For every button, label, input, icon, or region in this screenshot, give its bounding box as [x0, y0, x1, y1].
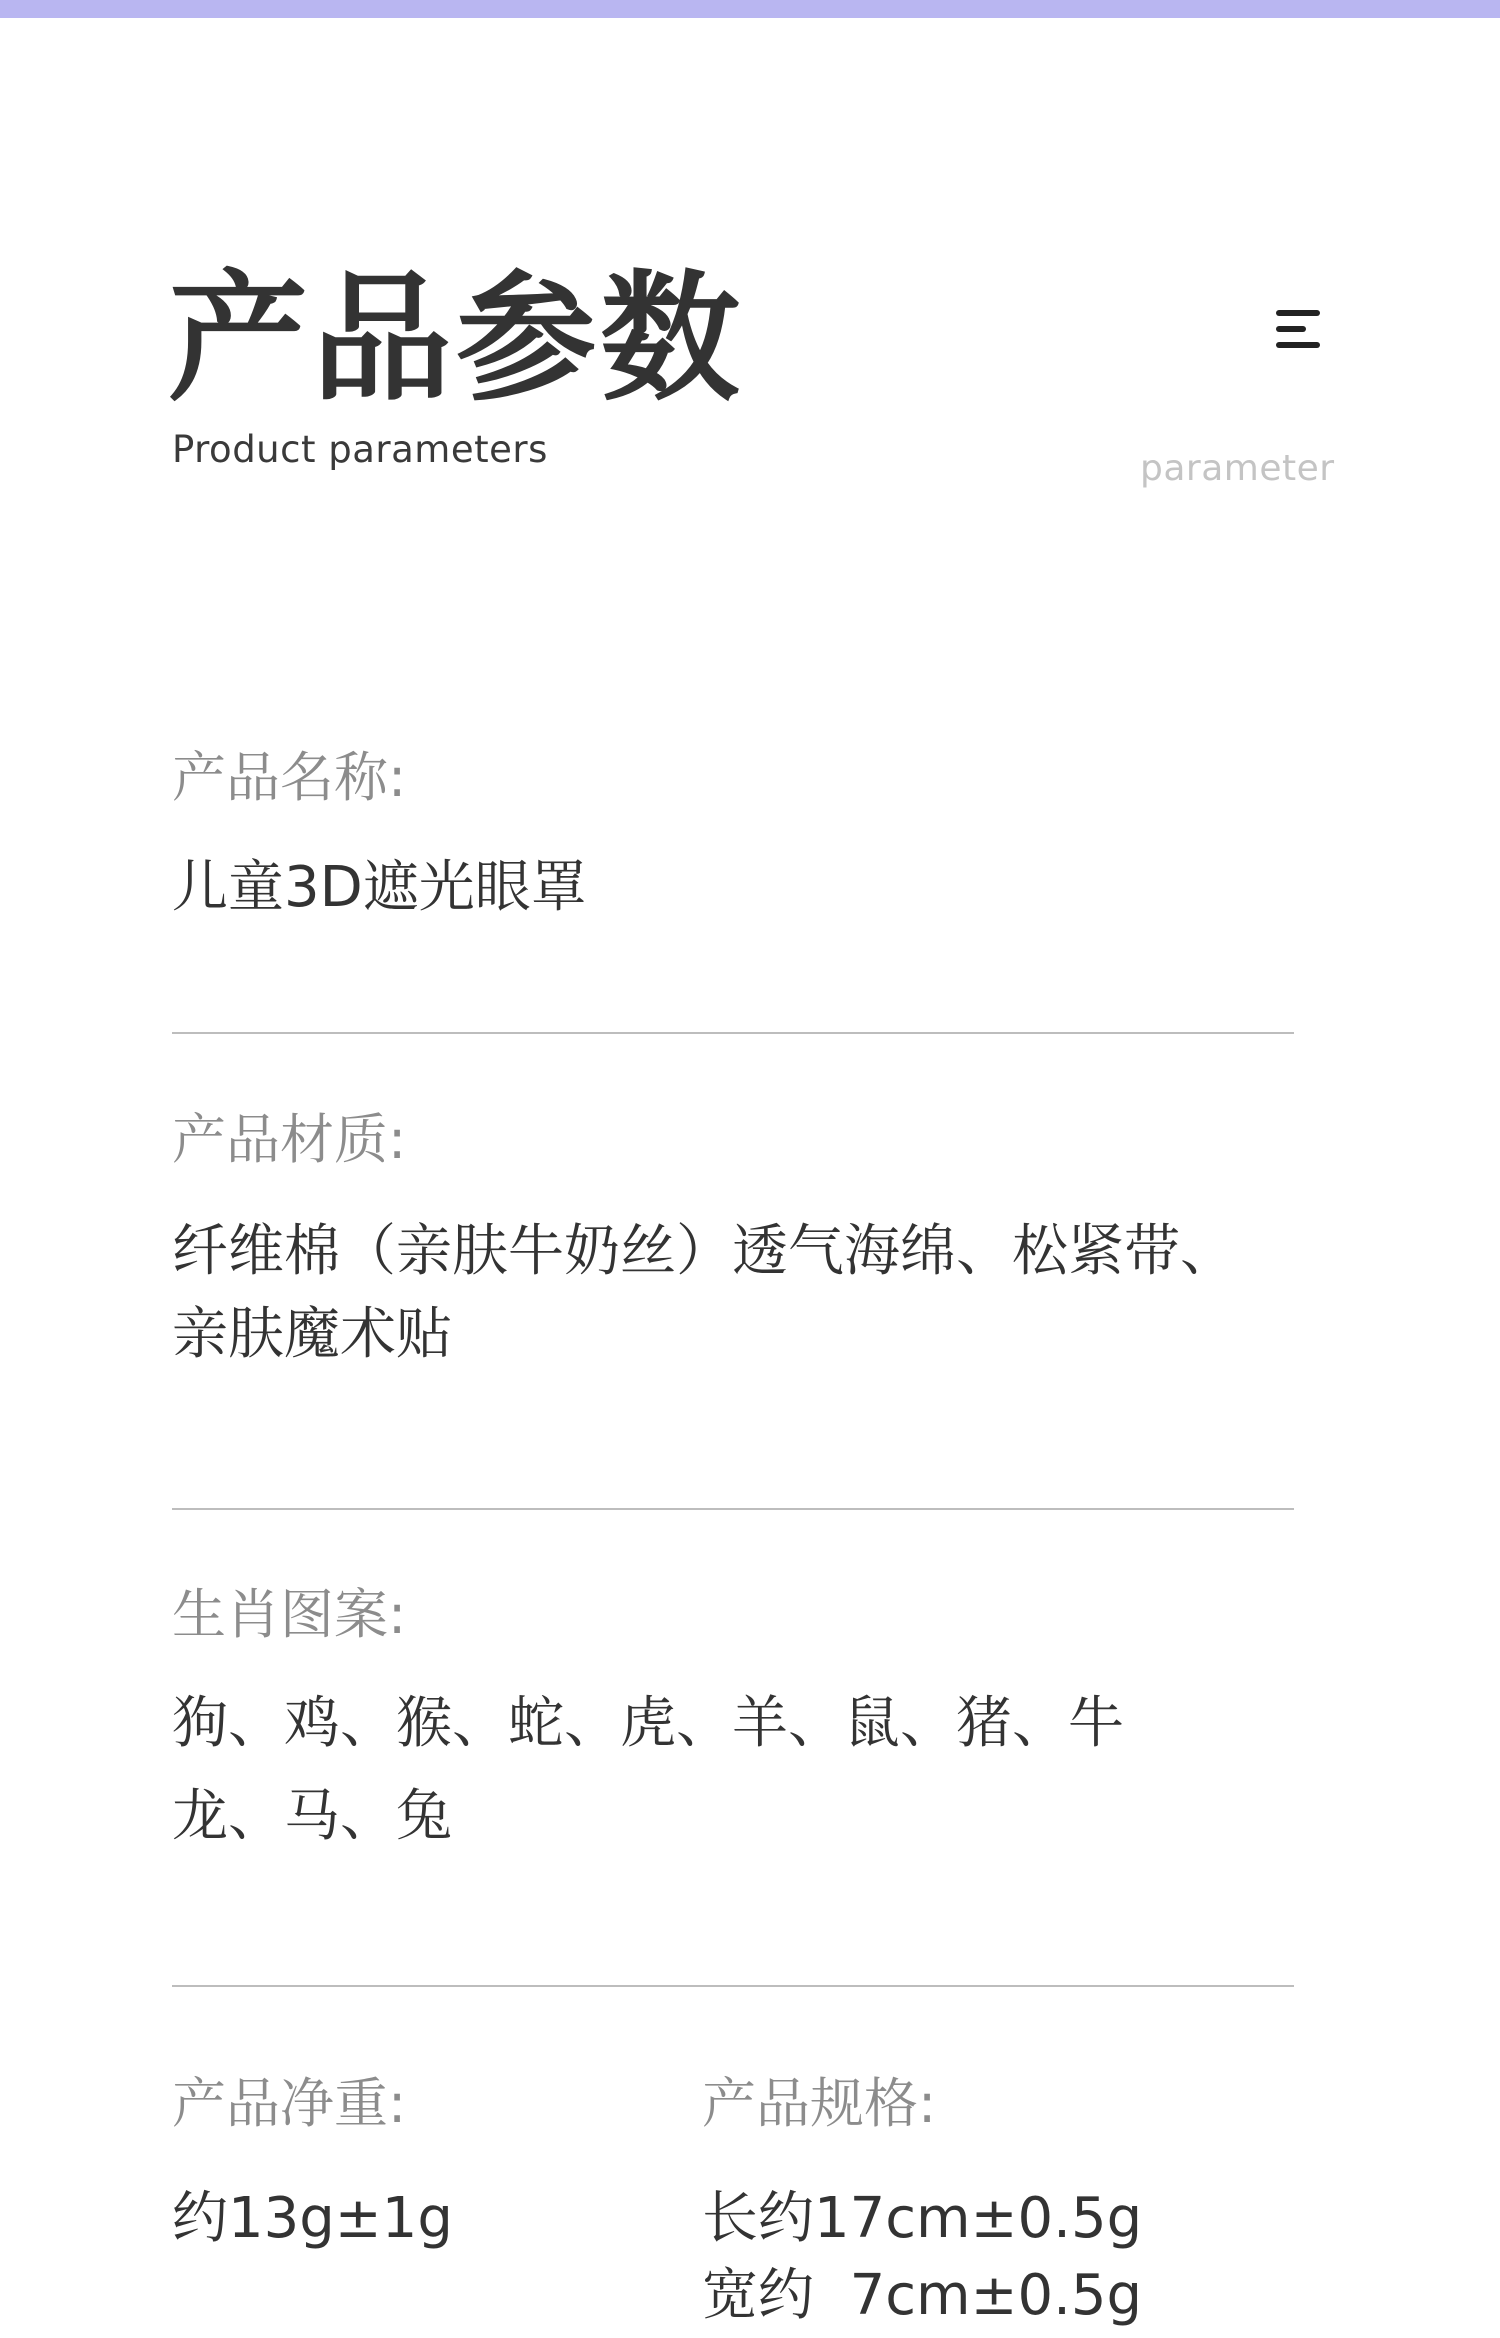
- material-value-line1: 纤维棉（亲肤牛奶丝）透气海绵、松紧带、: [172, 1219, 1236, 1284]
- divider: [172, 1985, 1294, 1987]
- section-tag: parameter: [1140, 448, 1335, 489]
- net-weight-label: 产品净重:: [172, 2072, 407, 2135]
- pattern-value-line1: 狗、鸡、猴、蛇、虎、羊、鼠、猪、牛: [172, 1691, 1124, 1756]
- material-value-line2: 亲肤魔术贴: [172, 1302, 452, 1367]
- product-name-label: 产品名称:: [172, 746, 407, 809]
- top-accent-strip: [0, 0, 1500, 18]
- divider: [172, 1032, 1294, 1034]
- pattern-label: 生肖图案:: [172, 1583, 407, 1646]
- product-name-value: 儿童3D遮光眼罩: [172, 855, 587, 920]
- page-title: 产品参数: [168, 258, 745, 421]
- spec-length-value: 长约17cm±0.5g: [702, 2186, 1143, 2251]
- spec-width-value: 宽约 7cm±0.5g: [702, 2263, 1143, 2328]
- menu-icon[interactable]: [1276, 310, 1324, 348]
- pattern-value-line2: 龙、马、兔: [172, 1784, 452, 1849]
- net-weight-value: 约13g±1g: [172, 2186, 453, 2251]
- material-label: 产品材质:: [172, 1108, 407, 1171]
- divider: [172, 1508, 1294, 1510]
- spec-label: 产品规格:: [702, 2072, 937, 2135]
- page-subtitle: Product parameters: [172, 428, 548, 471]
